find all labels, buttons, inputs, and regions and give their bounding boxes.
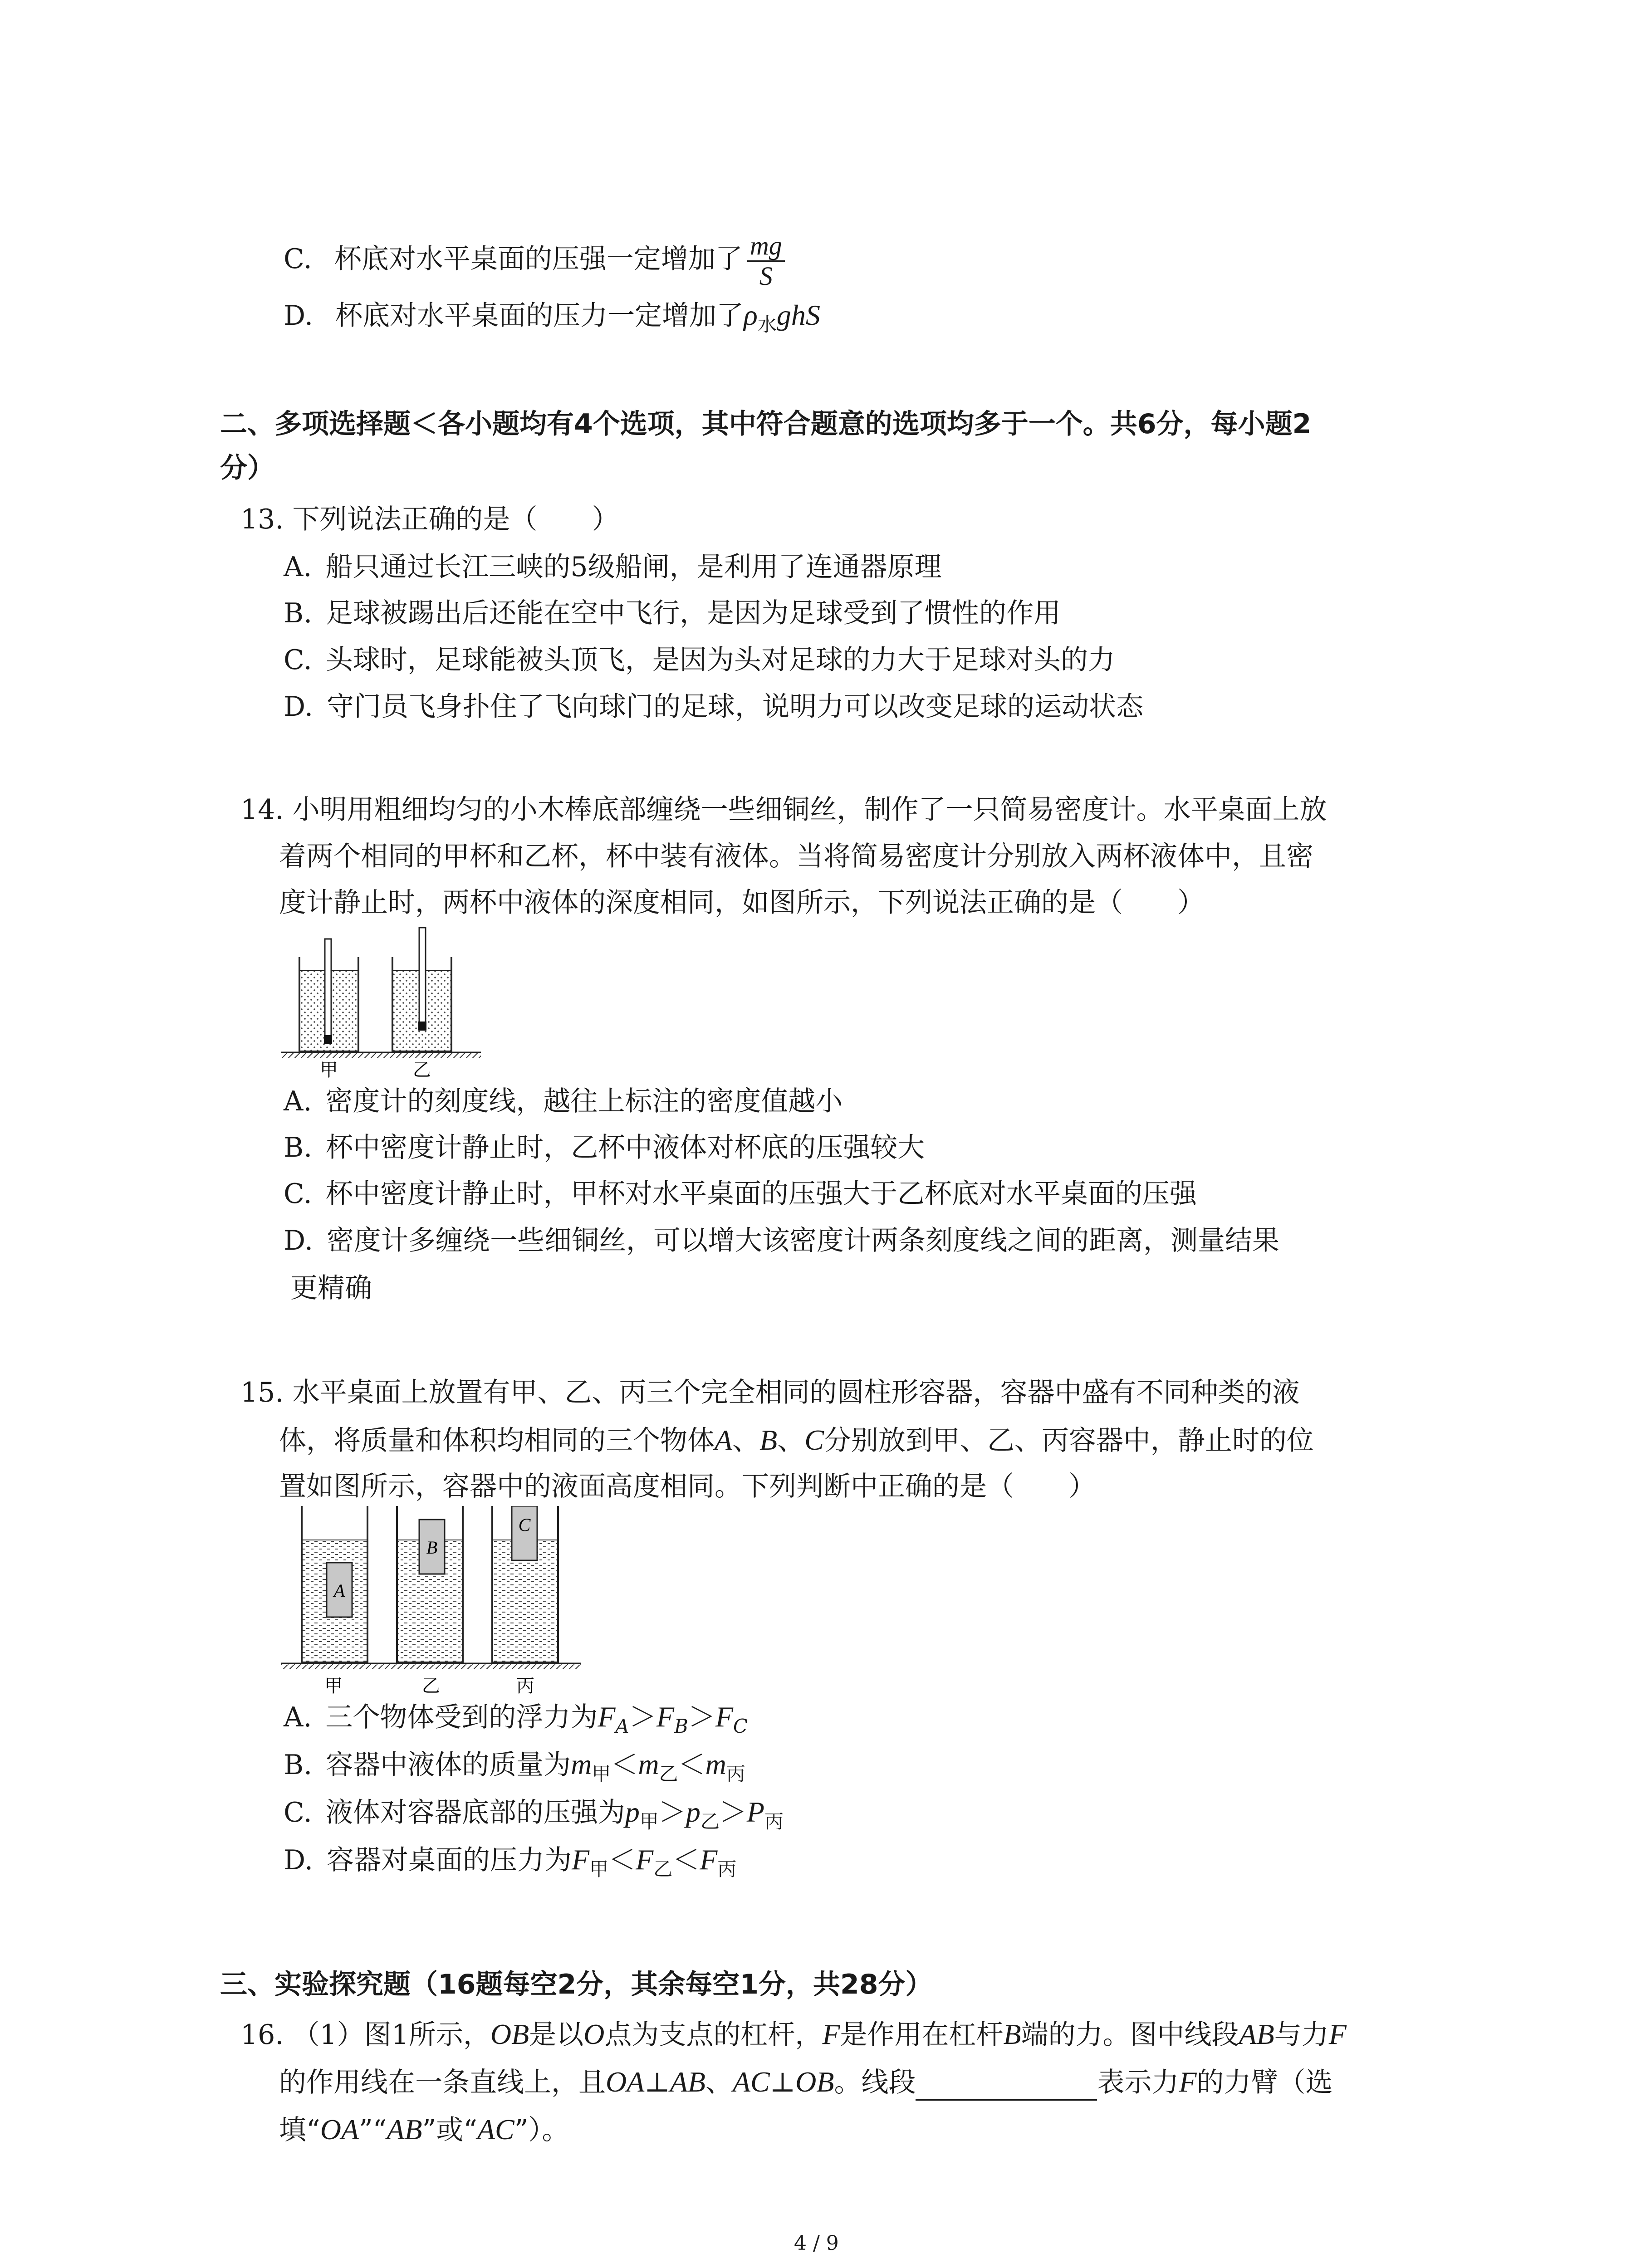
object-a-label: A xyxy=(333,1580,345,1601)
q13-option-b: B. 足球被踢出后还能在空中飞行，是因为足球受到了惯性的作用 xyxy=(284,597,1061,629)
object-b-label: B xyxy=(426,1537,438,1558)
q15-stem-line3: 置如图所示，容器中的液面高度相同。下列判断中正确的是（ ） xyxy=(279,1471,1096,1502)
q13-option-c: C. 头球时，足球能被头顶飞，是因为头对足球的力大于足球对头的力 xyxy=(284,644,1115,676)
label-yi: 乙 xyxy=(422,1676,440,1696)
q15-option-d: D. 容器对桌面的压力为$F_甲<F_乙<F_丙$ xyxy=(284,1843,737,1880)
q14-option-a: A. 密度计的刻度线，越往上标注的密度值越小 xyxy=(284,1085,843,1117)
q15-option-b: B. 容器中液体的质量为$m_甲<m_乙<m_丙$ xyxy=(284,1748,745,1785)
q14-option-c: C. 杯中密度计静止时，甲杯对水平桌面的压强大于乙杯底对水平桌面的压强 xyxy=(284,1178,1197,1210)
object-c-label: C xyxy=(518,1515,531,1535)
q14-stem-line1: 14. 小明用粗细均匀的小木棒底部缠绕一些细铜丝，制作了一只简易密度计。水平桌面上放 xyxy=(240,794,1327,826)
label-yi: 乙 xyxy=(413,1060,431,1080)
q15-stem-line2: 体，将质量和体积均相同的三个物体A、B、C分别放到甲、乙、丙容器中，静止时的位 xyxy=(279,1424,1314,1457)
q14-hydrometer-figure xyxy=(281,925,490,1080)
fraction-mg-over-s: $\frac{mg}{S}$ xyxy=(747,231,785,291)
q14-stem-line3: 度计静止时，两杯中液体的深度相同，如图所示，下列说法正确的是（ ） xyxy=(279,887,1205,919)
section-2-heading: 二、多项选择题＜各小题均有4个选项，其中符合题意的选项均多于一个。共6分，每小题2 xyxy=(220,408,1312,440)
q12-option-d: D. 杯底对水平桌面的压力一定增加了$\rho_水ghS$ xyxy=(284,299,820,336)
page-number: 4 / 9 xyxy=(794,2232,839,2255)
q13-stem: 13. 下列说法正确的是（ ） xyxy=(240,503,619,535)
q15-containers-figure xyxy=(281,1506,590,1696)
q16-line3: 填“OA”“AB”或“AC”）。 xyxy=(279,2113,569,2146)
q15-stem-line1: 15. 水平桌面上放置有甲、乙、丙三个完全相同的圆柱形容器，容器中盛有不同种类的液 xyxy=(240,1377,1300,1408)
q14-option-b: B. 杯中密度计静止时，乙杯中液体对杯底的压强较大 xyxy=(284,1132,925,1163)
q12-option-c: C. 杯底对水平桌面的压强一定增加了 $\frac{mg}{S}$ xyxy=(284,231,785,291)
label-jia: 甲 xyxy=(324,1676,343,1696)
q13-option-d: D. 守门员飞身扑住了飞向球门的足球，说明力可以改变足球的运动状态 xyxy=(284,691,1144,723)
q14-option-d-cont: 更精确 xyxy=(290,1272,372,1304)
label-bing: 丙 xyxy=(516,1676,534,1696)
section-2-heading-cont: 分） xyxy=(220,452,274,484)
q15-option-c: C. 液体对容器底部的压强为$p_甲>p_乙>P_丙$ xyxy=(284,1796,784,1833)
q16-line2: 的作用线在一条直线上，且OA⊥AB、AC⊥OB。线段 表示力F的力臂（选 xyxy=(279,2064,1333,2101)
q13-option-a: A. 船只通过长江三峡的5级船闸，是利用了连通器原理 xyxy=(284,551,942,583)
q14-option-d: D. 密度计多缠绕一些细铜丝，可以增大该密度计两条刻度线之间的距离，测量结果 xyxy=(284,1225,1280,1256)
q16-line1: 16. （1）图1所示，OB是以O点为支点的杠杆，F是作用在杠杆B端的力。图中线段AB与力F xyxy=(240,2018,1347,2051)
label-jia: 甲 xyxy=(320,1060,338,1080)
answer-blank[interactable] xyxy=(916,2072,1097,2101)
section-3-heading: 三、实验探究题（16题每空2分，其余每空1分，共28分） xyxy=(220,1969,933,2000)
q15-option-a: A. 三个物体受到的浮力为$F_A>F_B>F_C$ xyxy=(284,1701,748,1737)
q14-stem-line2: 着两个相同的甲杯和乙杯，杯中装有液体。当将简易密度计分别放入两杯液体中，且密 xyxy=(279,841,1313,872)
